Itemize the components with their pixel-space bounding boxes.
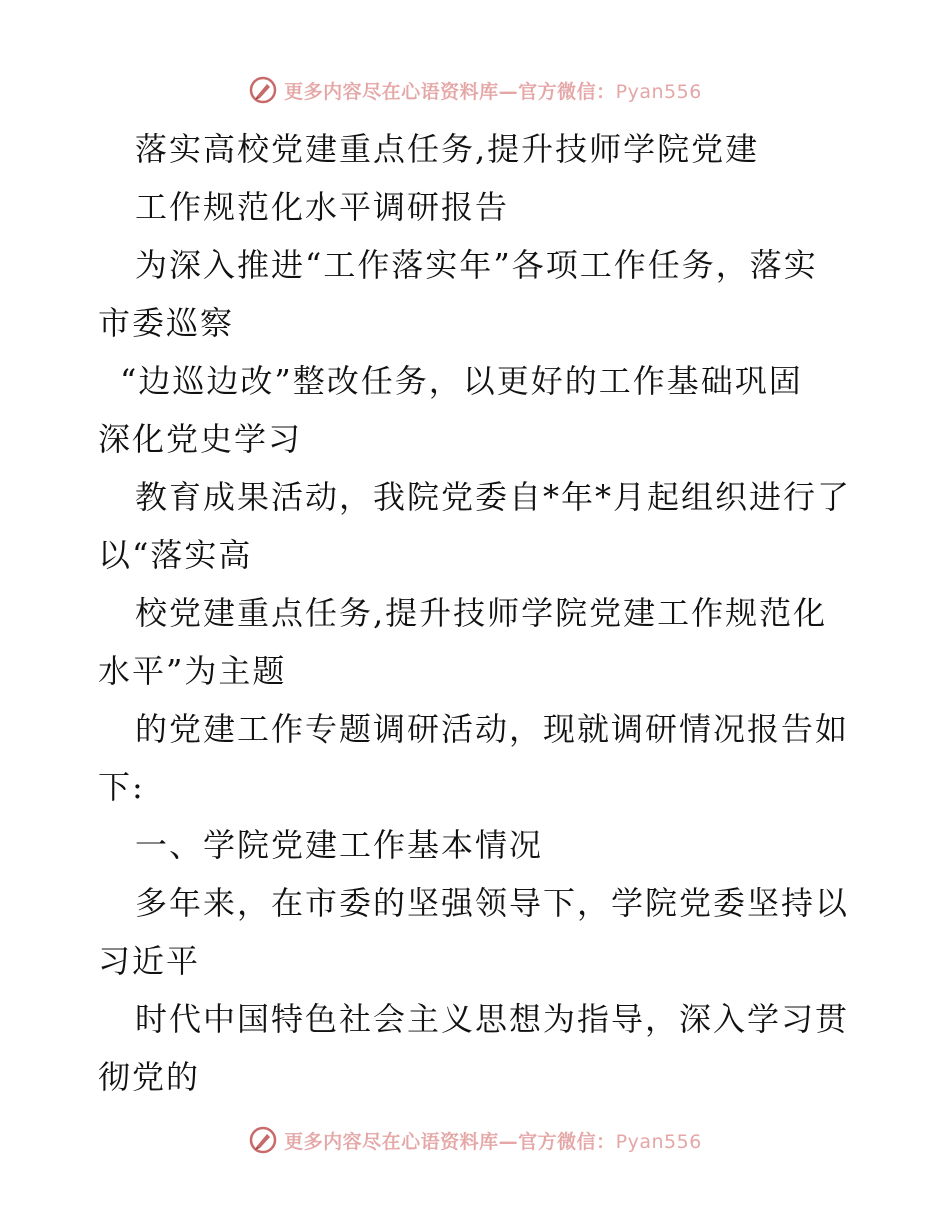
paragraph-line: 彻党的 [98, 1058, 201, 1096]
pen-logo-icon [248, 75, 278, 105]
watermark-text: 更多内容尽在心语资料库—官方微信：Pyan556 [284, 80, 702, 103]
paragraph-line: 下: [98, 768, 145, 806]
header-watermark [0, 70, 950, 110]
footer-watermark [0, 1120, 950, 1160]
title-line-1: 落实高校党建重点任务,提升技师学院党建 [135, 130, 760, 168]
paragraph-line: 教育成果活动，我院党委自*年*月起组织进行了 [135, 478, 852, 516]
paragraph-line: 以“落实高 [98, 536, 253, 574]
paragraph-line: 深化党史学习 [98, 420, 303, 458]
paragraph-line: 的党建工作专题调研活动，现就调研情况报告如 [135, 710, 850, 748]
paragraph-line: 多年来，在市委的坚强领导下，学院党委坚持以 [135, 884, 850, 922]
paragraph-line: 为深入推进“工作落实年”各项工作任务，落实 [135, 246, 818, 284]
paragraph-line: 水平”为主题 [98, 652, 287, 690]
paragraph-line: 市委巡察 [98, 304, 235, 342]
pen-logo-icon [248, 1125, 278, 1155]
title-line-2: 工作规范化水平调研报告 [135, 188, 510, 226]
paragraph-line: “边巡边改”整改任务，以更好的工作基础巩固 [120, 362, 803, 400]
watermark-text: 更多内容尽在心语资料库—官方微信：Pyan556 [284, 1130, 702, 1153]
section-heading: 一、学院党建工作基本情况 [135, 826, 544, 864]
document-body [98, 120, 858, 1106]
paragraph-line: 时代中国特色社会主义思想为指导，深入学习贯 [135, 1000, 850, 1038]
paragraph-line: 校党建重点任务,提升技师学院党建工作规范化 [135, 594, 828, 632]
paragraph-line: 习近平 [98, 942, 201, 980]
